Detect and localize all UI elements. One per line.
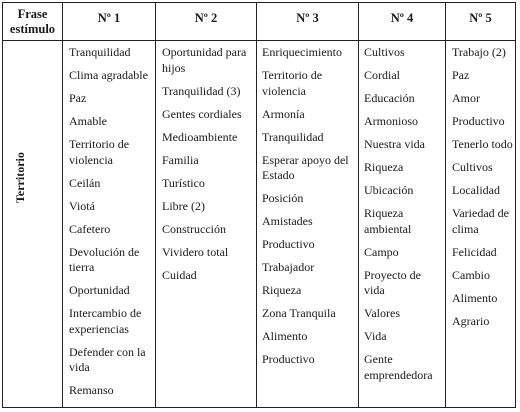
cell-item: Amistades xyxy=(262,214,313,228)
cell-item: Remanso xyxy=(69,383,114,397)
cell-item: Localidad xyxy=(452,183,500,197)
cell-item: Clima agradable xyxy=(69,68,148,82)
cell-item: Oportunidad xyxy=(69,283,130,297)
column-4-items xyxy=(364,45,444,391)
cell-item: Esperar apoyo del Estado xyxy=(262,152,349,182)
cell-item: Ceilán xyxy=(69,175,101,190)
column-divider xyxy=(256,3,257,407)
cell-item: Variedad de clima xyxy=(452,206,509,236)
cell-item: Amable xyxy=(69,114,107,128)
header-col-4: Nº 4 xyxy=(390,10,414,25)
cell-item: Productivo xyxy=(262,237,315,251)
cell-item: Territorio de violencia xyxy=(69,137,130,167)
row-label-territorio: Territorio xyxy=(13,152,27,203)
cell-item: Armonioso xyxy=(364,114,418,128)
cell-item: Productivo xyxy=(262,352,315,366)
cell-item: Alimento xyxy=(262,329,308,343)
cell-item: Armonía xyxy=(262,106,305,121)
cell-item: Paz xyxy=(452,68,470,82)
column-5-items xyxy=(452,45,514,337)
cell-item: Tenerlo todo xyxy=(452,137,513,151)
header-phrase-stimulus xyxy=(3,3,62,41)
cell-item: Turístico xyxy=(162,175,205,190)
cell-item: Cafetero xyxy=(69,221,111,236)
cell-item: Proyecto de vida xyxy=(364,267,421,297)
cell-item: Felicidad xyxy=(452,244,497,259)
column-divider xyxy=(358,3,359,407)
cell-item: Amor xyxy=(452,91,480,105)
cell-item: Nuestra vida xyxy=(364,137,425,151)
cell-item: Cordial xyxy=(364,68,400,82)
cell-item: Gente emprendedora xyxy=(364,352,433,382)
cell-item: Cultivos xyxy=(364,45,405,59)
cell-item: Viotá xyxy=(69,198,95,213)
cell-item: Intercambio de experiencias xyxy=(69,306,142,336)
cell-item: Trabajador xyxy=(262,260,315,274)
cell-item: Agrario xyxy=(452,313,490,328)
cell-item: Oportunidad para hijos xyxy=(162,45,247,75)
cell-item: Construcción xyxy=(162,221,226,236)
cell-item: Zona Tranquila xyxy=(262,306,336,320)
cell-item: Campo xyxy=(364,244,399,259)
cell-item: Devolución de tierra xyxy=(69,244,140,274)
cell-item: Gentes cordiales xyxy=(162,106,242,121)
cell-item: Cambio xyxy=(452,267,490,282)
stimulus-table xyxy=(2,2,516,408)
cell-item: Tranquilidad (3) xyxy=(162,83,241,98)
cell-item: Educación xyxy=(364,91,415,105)
column-2-items xyxy=(162,45,254,291)
cell-item: Familia xyxy=(162,152,199,167)
cell-item: Enriquecimiento xyxy=(262,45,342,59)
cell-item: Cuidad xyxy=(162,267,197,282)
header-label-line1: Frase xyxy=(17,7,48,21)
cell-item: Cultivos xyxy=(452,160,493,174)
cell-item: Tranquilidad xyxy=(262,129,324,144)
cell-item: Productivo xyxy=(452,114,505,128)
column-divider xyxy=(62,3,63,407)
column-1-items xyxy=(69,45,153,406)
cell-item: Valores xyxy=(364,306,400,320)
cell-item: Paz xyxy=(69,91,87,105)
cell-item: Territorio de violencia xyxy=(262,68,323,98)
cell-item: Alimento xyxy=(452,290,498,305)
header-col-2: Nº 2 xyxy=(194,10,218,25)
header-label-line2: estímulo xyxy=(9,22,56,36)
cell-item: Vividero total xyxy=(162,244,229,259)
header-col-5: Nº 5 xyxy=(469,10,492,25)
cell-item: Tranquilidad xyxy=(69,45,131,59)
header-col-3: Nº 3 xyxy=(296,10,319,25)
header-col-1: Nº 1 xyxy=(97,10,121,25)
cell-item: Riqueza ambiental xyxy=(364,206,412,236)
cell-item: Medioambiente xyxy=(162,129,238,144)
column-divider xyxy=(445,3,446,407)
cell-item: Trabajo (2) xyxy=(452,45,506,59)
cell-item: Riqueza xyxy=(364,160,404,174)
cell-item: Ubicación xyxy=(364,183,414,197)
column-3-items xyxy=(262,45,356,375)
cell-item: Riqueza xyxy=(262,283,302,297)
cell-item: Libre (2) xyxy=(162,198,205,213)
cell-item: Posición xyxy=(262,191,304,205)
column-divider xyxy=(155,3,156,407)
cell-item: Vida xyxy=(364,329,387,343)
cell-item: Defender con la vida xyxy=(69,344,146,374)
